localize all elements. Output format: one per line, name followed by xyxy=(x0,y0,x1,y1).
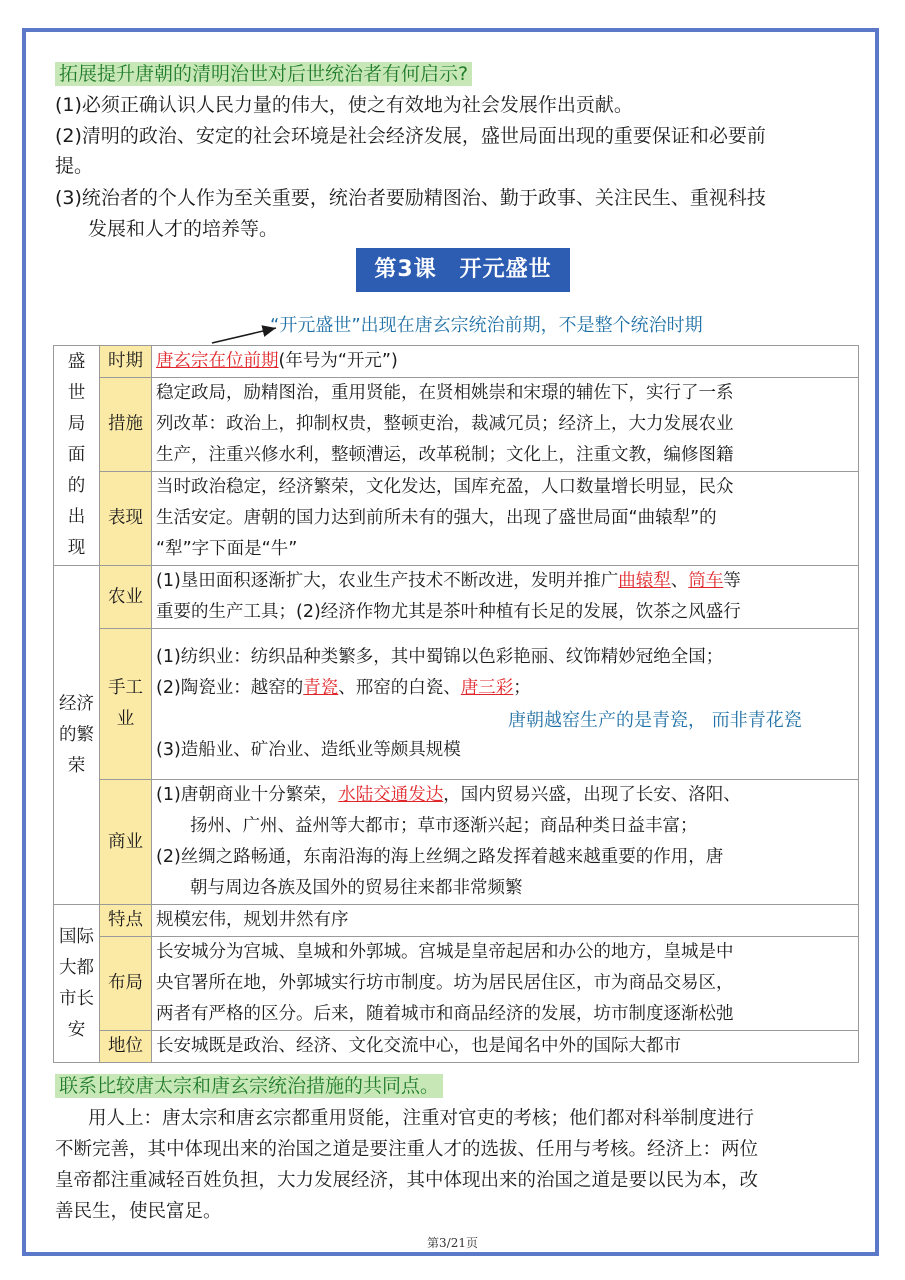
note-top: “开元盛世”出现在唐玄宗统治前期，不是整个统治时期 xyxy=(270,315,703,336)
cell-status: 长安城既是政治、经济、文化交流中心，也是闻名中外的国际大都市 xyxy=(152,1031,859,1063)
label-performance: 表现 xyxy=(100,472,152,566)
row-performance xyxy=(54,472,859,566)
intro-p2a: (2)清明的政治、安定的社会环境是社会经济发展，盛世局面出现的重要保证和必要前 xyxy=(55,125,766,147)
label-status: 地位 xyxy=(100,1031,152,1063)
row-layout xyxy=(54,937,859,1031)
page-number: 第3/21页 xyxy=(427,1236,478,1250)
summary-table xyxy=(53,345,859,1063)
intro-p3a: (3)统治者的个人作为至关重要，统治者要励精图治、勤于政事、关注民生、重视科技 xyxy=(55,187,766,209)
highlight-quyuanli: 曲辕犁 xyxy=(618,571,671,591)
lesson-title: 第3课 开元盛世 xyxy=(356,248,570,292)
row-handicraft xyxy=(54,629,859,780)
section-title-changan: 国际 大都 市长 安 xyxy=(54,905,100,1063)
label-feature: 特点 xyxy=(100,905,152,937)
intro-p3b: 发展和人才的培养等。 xyxy=(88,218,279,240)
row-feature xyxy=(54,905,859,937)
cell-period: 唐玄宗在位前期(年号为“开元”) xyxy=(152,346,859,378)
highlight-tangsancai: 唐三彩 xyxy=(460,678,514,698)
arrow-to-note-top xyxy=(212,328,276,343)
compare-line-2: 不断完善，其中体现出来的治国之道是要注重人才的选拔、任用与考核。经济上：两位 xyxy=(55,1139,759,1160)
row-period xyxy=(54,346,859,378)
compare-line-3: 皇帝都注重减轻百姓负担，大力发展经济，其中体现出来的治国之道是要以民为本，改 xyxy=(55,1170,759,1191)
row-commerce xyxy=(54,780,859,905)
compare-line-1: 用人上：唐太宗和唐玄宗都重用贤能，注重对官吏的考核；他们都对科举制度进行 xyxy=(88,1108,755,1129)
row-agriculture xyxy=(54,566,859,629)
section-title-economy: 经济 的繁 荣 xyxy=(54,566,100,905)
cell-commerce: (1)唐朝商业十分繁荣，水陆交通发达，国内贸易兴盛，出现了长安、洛阳、 扬州、广州、益州等大都市；草市逐渐兴起；商品种类日益丰富； (2)丝绸之路畅通，东南沿海的海上丝绸之路发挥着越来越重要的作用，唐 朝与周边各族及国外的贸易往来都非常频繁 xyxy=(152,780,859,905)
cell-agriculture: (1)垦田面积逐渐扩大，农业生产技术不断改进，发明并推广曲辕犁、筒车等 重要的生产工具；(2)经济作物尤其是茶叶种植有长足的发展，饮茶之风盛行 xyxy=(152,566,859,629)
compare-heading-wrap xyxy=(55,1071,443,1098)
cell-handicraft: (1)纺织业：纺织品种类繁多，其中蜀锦以色彩艳丽、纹饰精妙冠绝全国； (2)陶瓷业：越窑的青瓷、邢窑的白瓷、唐三彩； (3)造船业、矿冶业、造纸业等颇具规模 xyxy=(152,629,859,780)
section-title-prosperity: 盛 世 局 面 的 出 现 xyxy=(54,346,100,566)
label-commerce: 商业 xyxy=(100,780,152,905)
highlight-qingci: 青瓷 xyxy=(303,678,339,698)
note-porcelain: 唐朝越窑生产的是青瓷， 而非青花瓷 xyxy=(506,706,804,732)
cell-performance: 当时政治稳定，经济繁荣，文化发达，国库充盈，人口数量增长明显，民众 生活安定。唐朝的国力达到前所未有的强大，出现了盛世局面“曲辕犁”的 “犁”字下面是“牛” xyxy=(152,472,859,566)
label-agriculture: 农业 xyxy=(100,566,152,629)
label-handicraft: 手工 业 xyxy=(100,629,152,780)
period-highlight: 唐玄宗在位前期 xyxy=(156,351,279,371)
highlight-transport: 水陆交通发达 xyxy=(338,785,444,805)
cell-feature: 规模宏伟，规划井然有序 xyxy=(152,905,859,937)
label-period: 时期 xyxy=(100,346,152,378)
intro-p2b: 提。 xyxy=(55,155,94,177)
compare-heading: 联系比较唐太宗和唐玄宗统治措施的共同点。 xyxy=(55,1074,443,1098)
row-status xyxy=(54,1031,859,1063)
compare-line-4: 善民生，使民富足。 xyxy=(55,1201,222,1222)
label-measures: 措施 xyxy=(100,378,152,472)
label-layout: 布局 xyxy=(100,937,152,1031)
cell-layout: 长安城分为宫城、皇城和外郭城。宫城是皇帝起居和办公的地方，皇城是中 央官署所在地，外郭城实行坊市制度。坊为居民居住区，市为商品交易区， 两者有严格的区分。后来，随着城市和商品经济的发展，坊市制度逐渐松弛 xyxy=(152,937,859,1031)
cell-measures: 稳定政局，励精图治，重用贤能，在贤相姚崇和宋璟的辅佐下，实行了一系 列改革：政治上，抑制权贵，整顿吏治，裁减冗员；经济上，大力发展农业 生产，注重兴修水利，整顿漕运，改革税制；文化上，注重文教，编修图籍 xyxy=(152,378,859,472)
row-measures xyxy=(54,378,859,472)
highlight-tongche: 筒车 xyxy=(688,571,724,591)
intro-p1: (1)必须正确认识人民力量的伟大，使之有效地为社会发展作出贡献。 xyxy=(55,94,633,116)
intro-heading: 拓展提升唐朝的清明治世对后世统治者有何启示? xyxy=(55,62,472,86)
